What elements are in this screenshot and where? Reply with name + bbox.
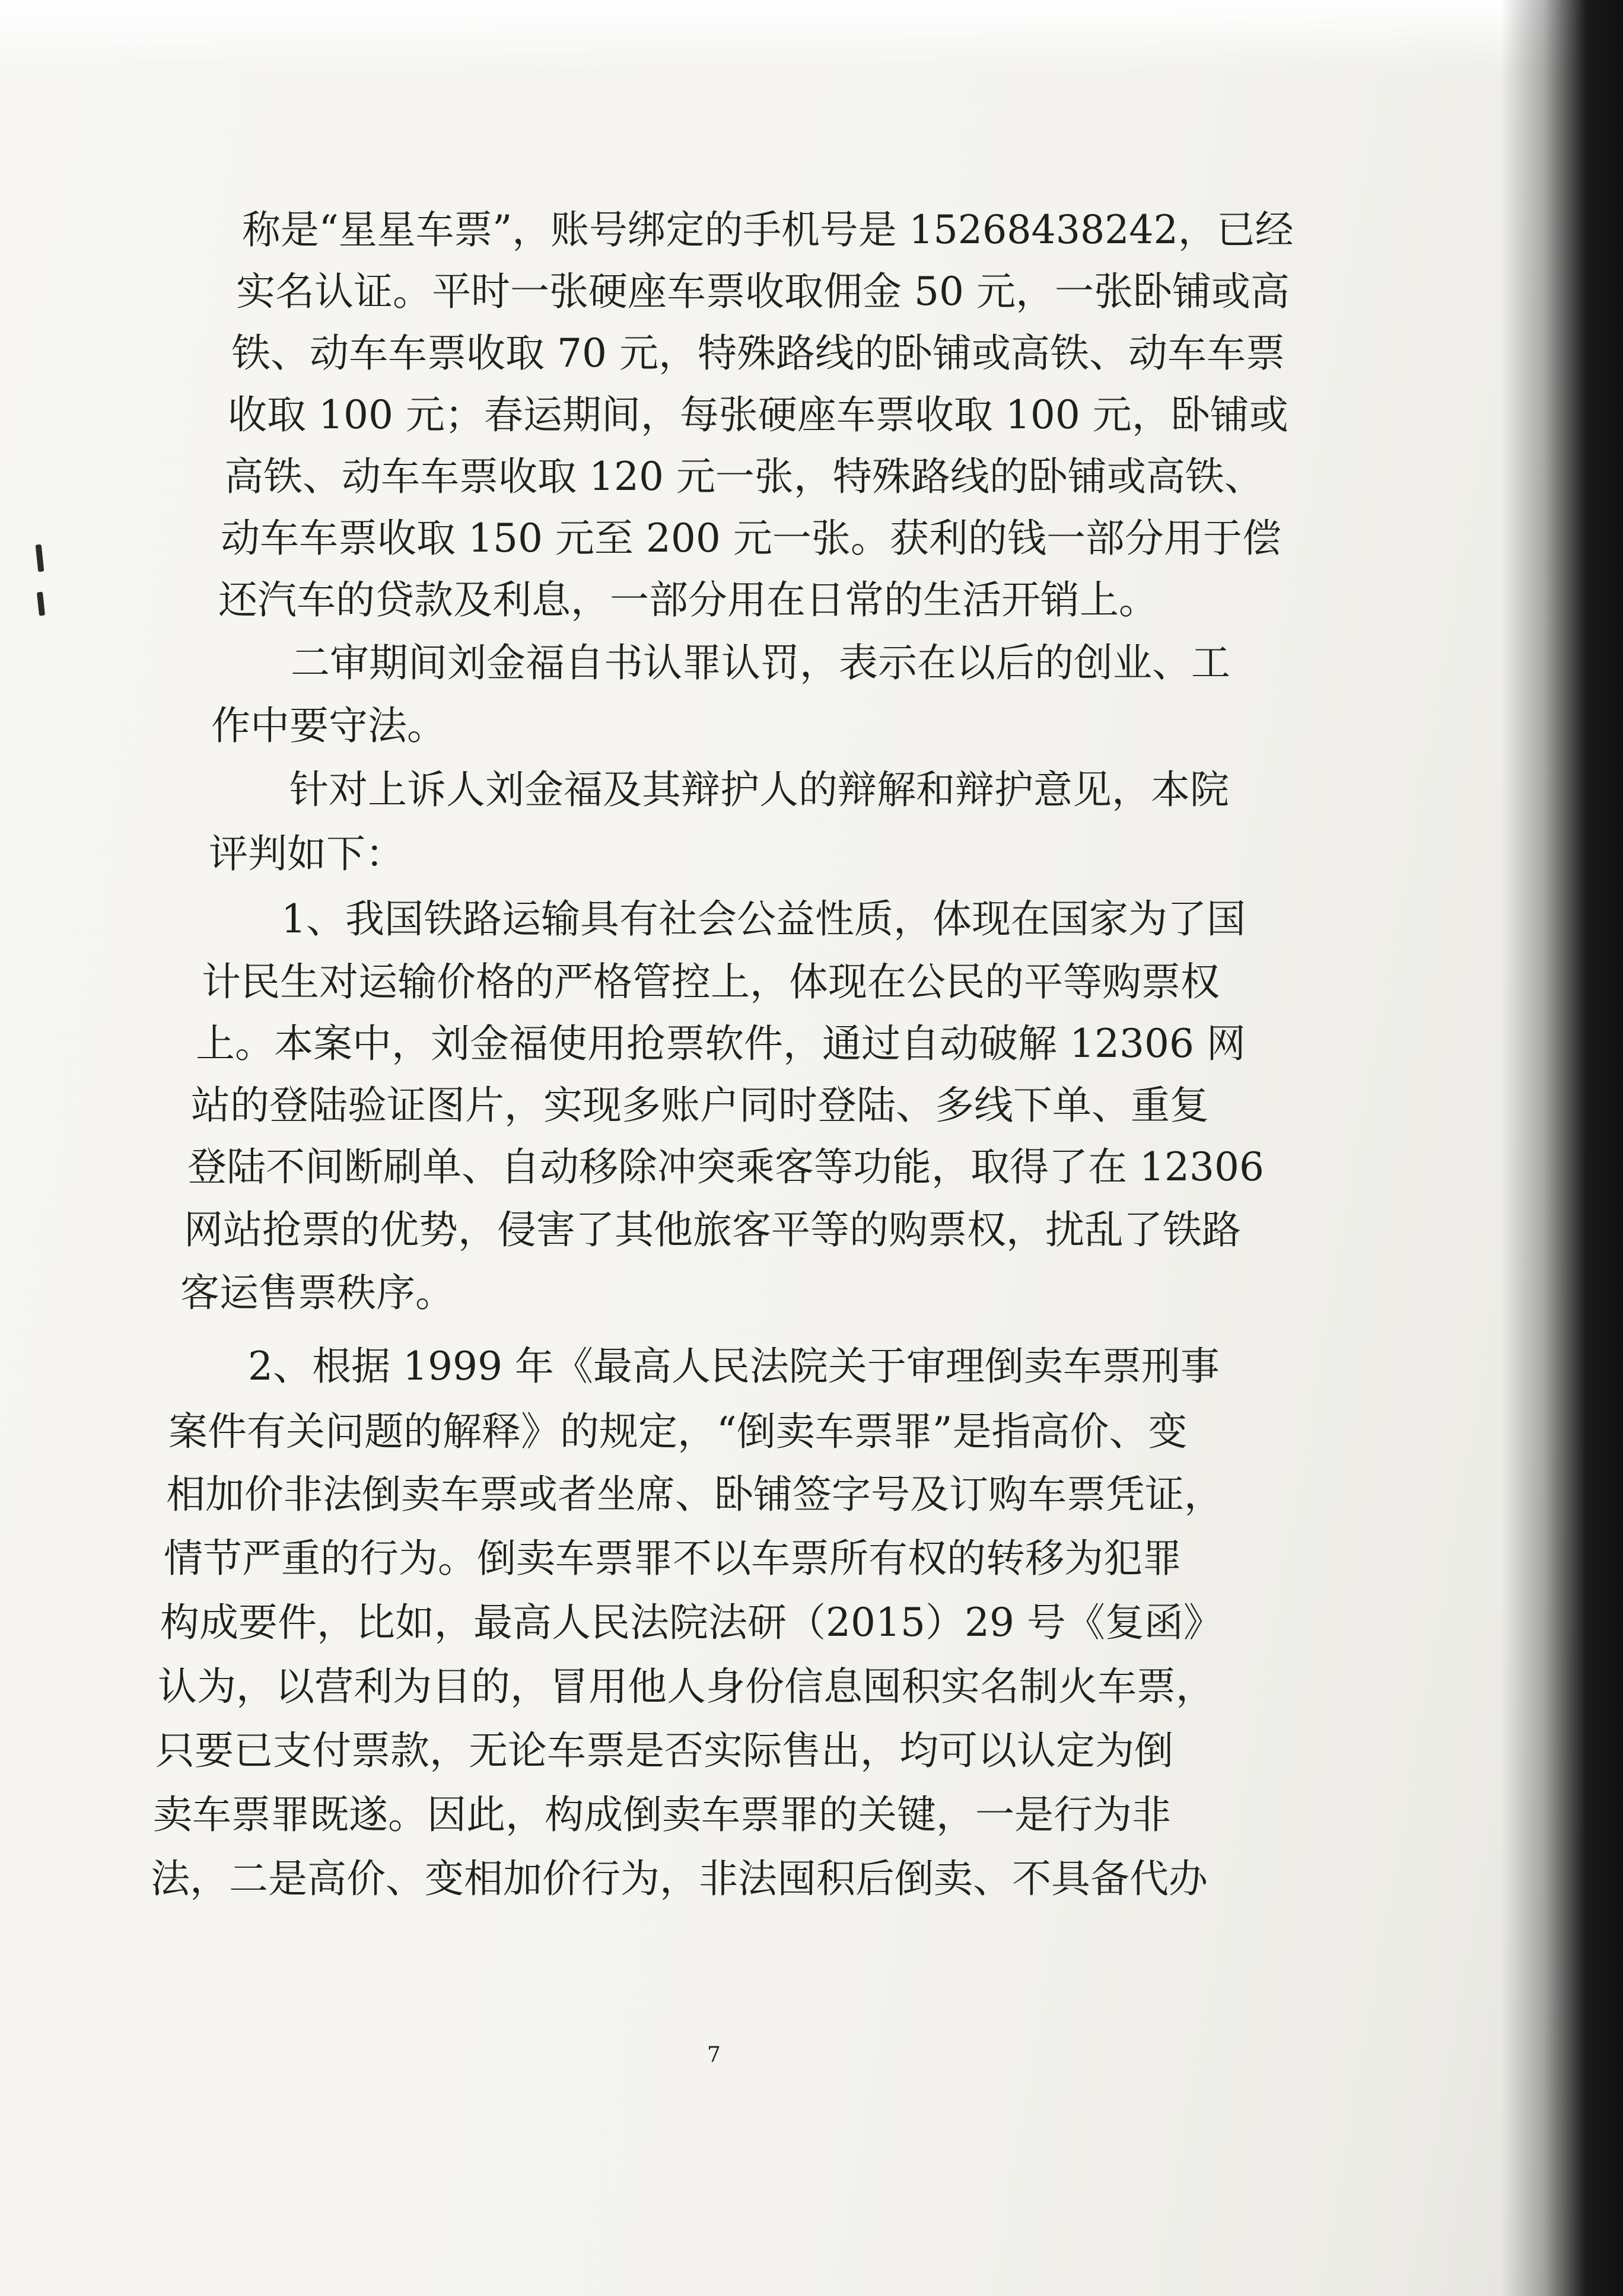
body-text-line: 登陆不间断刷单、自动移除冲突乘客等功能，取得了在 12306 xyxy=(187,1144,1264,1190)
page-edge-shadow xyxy=(1501,0,1623,2296)
body-text-line: 收取 100 元；春运期间，每张硬座车票收取 100 元，卧铺或 xyxy=(228,392,1288,438)
body-text-line: 案件有关问题的解释》的规定，“倒卖车票罪”是指高价、变 xyxy=(168,1409,1188,1454)
binding-hole-mark xyxy=(36,544,44,572)
body-text-line: 网站抢票的优势，侵害了其他旅客平等的购票权，扰乱了铁路 xyxy=(184,1207,1241,1253)
body-text-line: 二审期间刘金福自书认罪认罚，表示在以后的创业、工 xyxy=(291,640,1230,686)
binding-hole-mark xyxy=(37,592,45,616)
body-text-line: 站的登陆验证图片，实现多账户同时登陆、多线下单、重复 xyxy=(191,1082,1209,1128)
body-text-line: 称是“星星车票”，账号绑定的手机号是 15268438242，已经 xyxy=(242,207,1294,253)
body-text-line: 1、我国铁路运输具有社会公益性质，体现在国家为了国 xyxy=(281,896,1246,942)
body-text-line: 计民生对运输价格的严格管控上，体现在公民的平等购票权 xyxy=(202,959,1220,1005)
body-text-line: 构成要件，比如，最高人民法院法研（2015）29 号《复函》 xyxy=(160,1600,1223,1645)
body-text-line: 2、根据 1999 年《最高人民法院关于审理倒卖车票刑事 xyxy=(248,1343,1220,1389)
body-text-line: 动车车票收取 150 元至 200 元一张。获利的钱一部分用于偿 xyxy=(221,515,1281,561)
body-text-line: 上。本案中，刘金福使用抢票软件，通过自动破解 12306 网 xyxy=(196,1021,1246,1066)
body-text-line: 针对上诉人刘金福及其辩护人的辩解和辩护意见，本院 xyxy=(289,767,1229,813)
body-text-line: 作中要守法。 xyxy=(211,703,446,749)
body-text-line: 还汽车的贷款及利息，一部分用在日常的生活开销上。 xyxy=(218,577,1158,623)
body-text-line: 高铁、动车车票收取 120 元一张，特殊路线的卧铺或高铁、 xyxy=(224,454,1264,499)
body-text-line: 情节严重的行为。倒卖车票罪不以车票所有权的转移为犯罪 xyxy=(164,1536,1182,1581)
body-text-line: 卖车票罪既遂。因此，构成倒卖车票罪的关键，一是行为非 xyxy=(153,1792,1171,1838)
body-text-line: 法，二是高价、变相加价行为，非法囤积后倒卖、不具备代办 xyxy=(151,1856,1208,1902)
body-text-line: 只要已支付票款，无论车票是否实际售出，均可以认定为倒 xyxy=(155,1728,1173,1773)
top-highlight xyxy=(0,0,1623,71)
body-text-line: 客运售票秩序。 xyxy=(180,1270,454,1316)
body-text-line: 相加价非法倒卖车票或者坐席、卧铺签字号及订购车票凭证， xyxy=(166,1472,1223,1517)
page-number: 7 xyxy=(707,2043,721,2067)
body-text-line: 实名认证。平时一张硬座车票收取佣金 50 元，一张卧铺或高 xyxy=(236,269,1290,314)
body-text-line: 认为，以营利为目的，冒用他人身份信息囤积实名制火车票， xyxy=(158,1664,1215,1709)
body-text-line: 铁、动车车票收取 70 元，特殊路线的卧铺或高铁、动车车票 xyxy=(231,330,1285,376)
body-text-line: 评判如下： xyxy=(209,831,405,877)
